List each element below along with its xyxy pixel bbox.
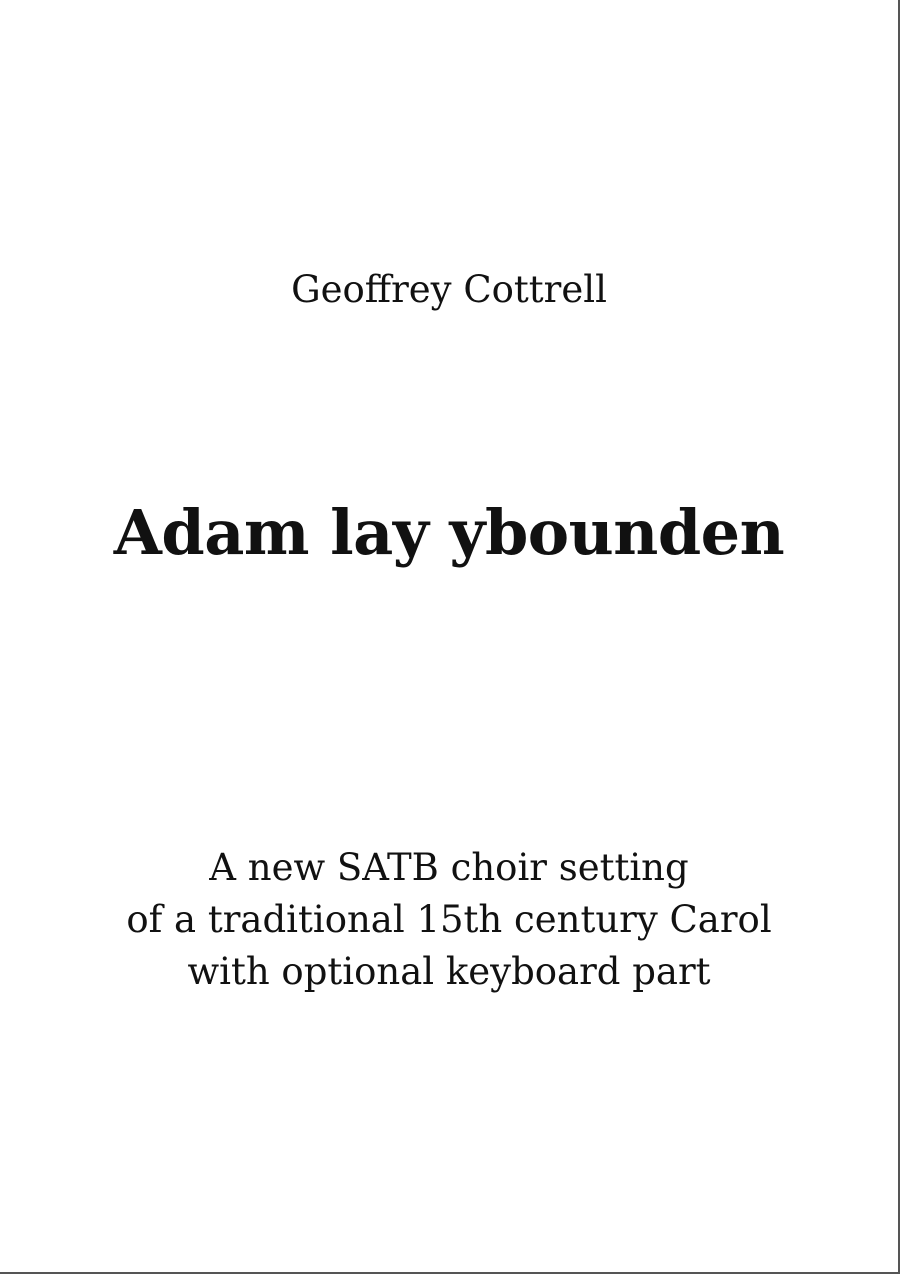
piece-description [0, 842, 898, 998]
description-line-1: A new SATB choir setting [209, 846, 689, 889]
composer-name: Geoffrey Cottrell [291, 268, 607, 311]
description-line-3: with optional keyboard part [187, 950, 711, 993]
piece-title: Adam lay ybounden [113, 496, 785, 569]
description-line-2: of a traditional 15th century Carol [126, 898, 772, 941]
